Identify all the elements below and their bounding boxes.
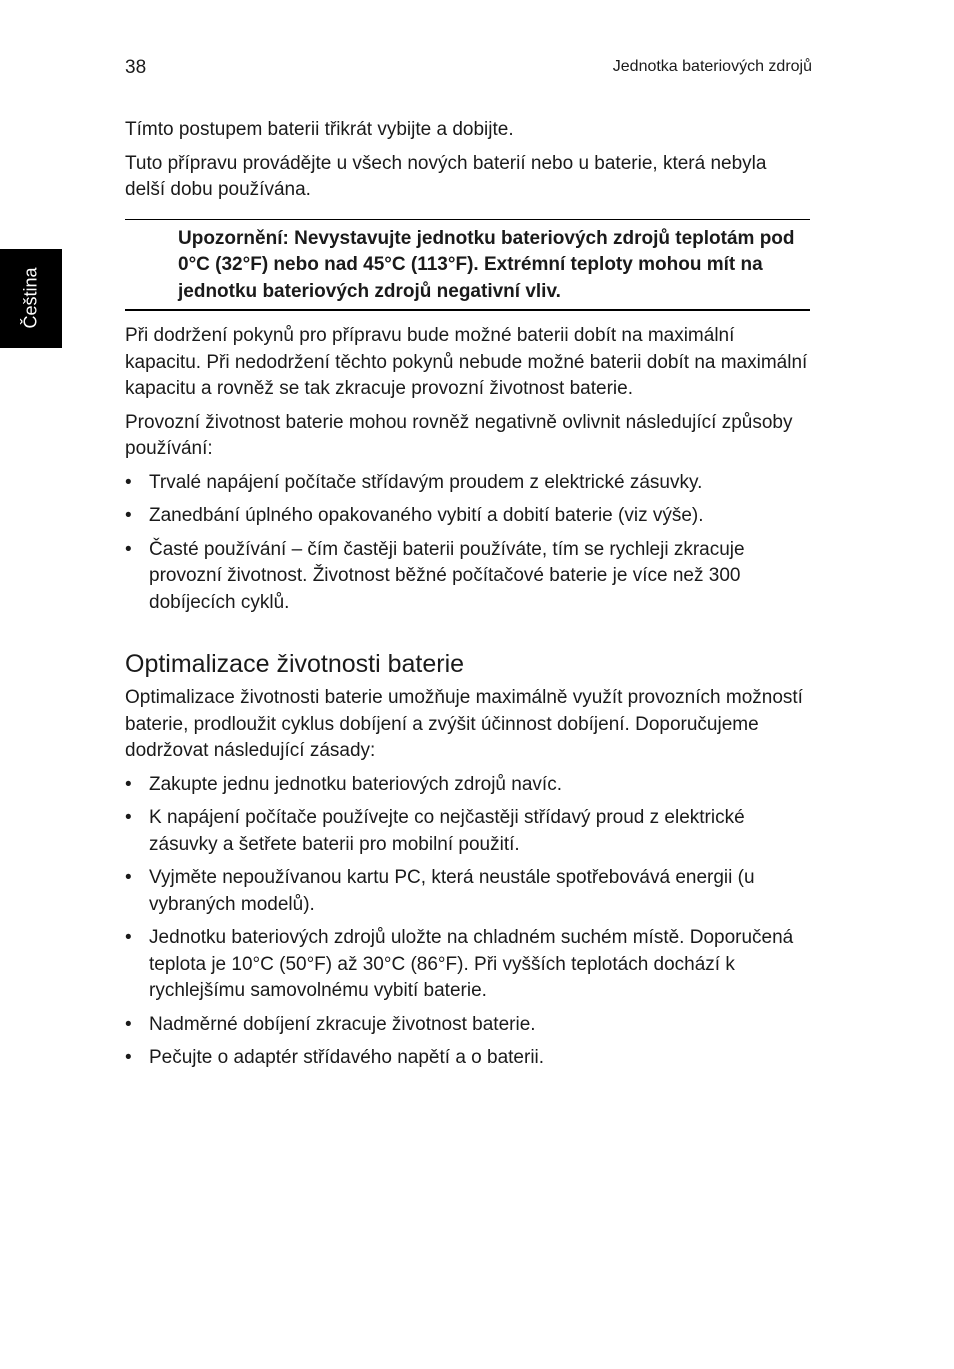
list-item-text: Vyjměte nepoužívanou kartu PC, která neustále spotřebovává energii (u vybraných modelů). [149, 867, 755, 915]
bullet: • [125, 927, 132, 948]
list-item [125, 1012, 810, 1039]
list-item-text: Časté používání – čím častěji baterii používáte, tím se rychleji zkracuje provozní životnost. Životnost běžné počítačové baterie je více než 300 dobíjecích cyklů. [149, 538, 745, 613]
list-item-text: K napájení počítače používejte co nejčastěji střídavý proud z elektrické zásuvky a šetřete baterii pro mobilní použití. [149, 807, 745, 855]
usage-list [125, 470, 810, 617]
bullet: • [125, 505, 132, 526]
bullet: • [125, 773, 132, 795]
bullet: • [125, 538, 132, 560]
intro-paragraph: Tímto postupem baterii třikrát vybijte a dobijte. [125, 119, 514, 140]
list-item [125, 805, 810, 858]
list-item [125, 1045, 810, 1072]
list-item [125, 537, 810, 617]
body-paragraph: Provozní životnost baterie mohou rovněž negativně ovlivnit následující způsoby používání: [125, 411, 793, 459]
bullet: • [125, 867, 132, 888]
section-intro: Optimalizace životnosti baterie umožňuje maximálně využít provozních možností baterie, prodloužit cyklus dobíjení a zvýšit účinnost dobíjení. Doporučujeme dodržovat následující zásady: [125, 687, 803, 761]
list-item [125, 470, 810, 497]
running-header: Jednotka bateriových zdrojů [612, 58, 812, 75]
list-item-text: Nadměrné dobíjení zkracuje životnost baterie. [149, 1013, 536, 1035]
list-item-text: Pečujte o adaptér střídavého napětí a o baterii. [149, 1047, 545, 1068]
section-heading: Optimalizace životnosti baterie [125, 650, 465, 678]
bullet: • [125, 471, 132, 493]
bullet: • [125, 807, 132, 828]
intro-paragraph: Tuto přípravu provádějte u všech nových baterií nebo u baterie, která nebyla delší dobu používána. [125, 152, 767, 200]
list-item [125, 865, 810, 918]
page-content [125, 117, 810, 1079]
language-tab-label: Čeština [20, 267, 41, 329]
body-paragraph: Při dodržení pokynů pro přípravu bude možné baterii dobít na maximální kapacitu. Při nedodržení těchto pokynů nebude možné baterii dobít na maximální kapacitu a rovněž se tak zkracuje provozní životnost baterie. [125, 325, 808, 399]
caution-text: Upozornění: Nevystavujte jednotku bateriových zdrojů teplotám pod 0°C (32°F) nebo nad 45°C (113°F). Extrémní teploty mohou mít na jednotku bateriových zdrojů negativní vliv. [178, 227, 795, 302]
list-item [125, 925, 810, 1005]
list-item-text: Jednotku bateriových zdrojů uložte na chladném suchém místě. Doporučená teplota je 10°C (50°F) až 30°C (86°F). Při vyšších teplotách dochází k rychlejšímu samovolnému vybití baterie. [149, 927, 794, 1001]
bullet: • [125, 1047, 132, 1068]
list-item-text: Zakupte jednu jednotku bateriových zdrojů navíc. [149, 773, 562, 795]
list-item-text: Trvalé napájení počítače střídavým proudem z elektrické zásuvky. [149, 471, 703, 493]
bullet: • [125, 1013, 132, 1035]
list-item [125, 503, 810, 530]
tips-list [125, 772, 810, 1072]
language-tab [0, 249, 62, 348]
list-item [125, 772, 810, 799]
list-item-text: Zanedbání úplného opakovaného vybití a dobití baterie (viz výše). [149, 505, 704, 526]
caution-notice [125, 219, 810, 312]
page-number: 38 [125, 57, 147, 78]
